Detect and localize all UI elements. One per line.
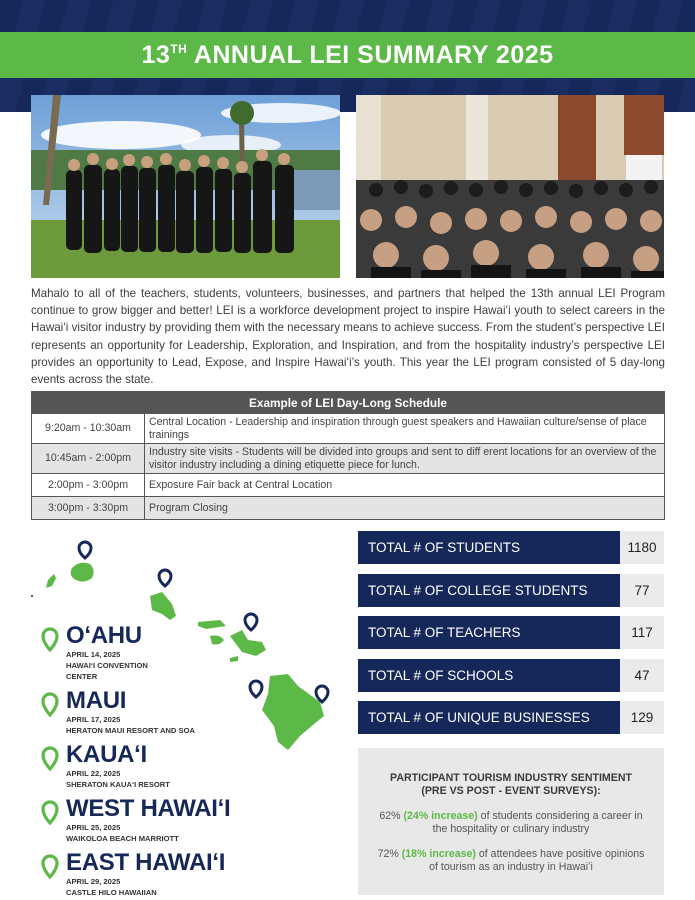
- stat-schools: [358, 659, 664, 692]
- location-venue: CASTLE HILO HAWAIIAN: [66, 888, 157, 897]
- schedule-title: Example of LEI Day-Long Schedule: [32, 392, 665, 414]
- schedule-row: [32, 444, 665, 474]
- maui-pin-icon: [245, 614, 257, 630]
- sentiment-increase: (24% increase): [403, 810, 478, 822]
- location-pin-icon: [40, 800, 60, 826]
- location-date: APRIL 17, 2025: [66, 715, 121, 724]
- stat-value: 77: [620, 574, 664, 607]
- location-date: APRIL 14, 2025: [66, 650, 121, 659]
- title-superscript: TH: [170, 41, 188, 56]
- group-photo: [31, 95, 340, 278]
- schedule-activity: Program Closing: [145, 497, 665, 520]
- stat-value: 47: [620, 659, 664, 692]
- location-name: KAUAʻI: [66, 741, 147, 768]
- sentiment-title-line1: PARTICIPANT TOURISM INDUSTRY SENTIMENT: [390, 772, 632, 784]
- schedule-time: 9:20am - 10:30am: [32, 414, 145, 444]
- niihau-island: [46, 574, 56, 588]
- audience-photo: [356, 95, 664, 278]
- title-banner: [0, 32, 695, 78]
- schedule-time: 2:00pm - 3:00pm: [32, 474, 145, 497]
- location-maui: [40, 688, 230, 736]
- sentiment-text: of students considering a career in the hospitality or culinary industry: [432, 810, 643, 835]
- schedule-row: [32, 497, 665, 520]
- stat-college-students: [358, 574, 664, 607]
- west-hawaii-pin-icon: [250, 681, 262, 697]
- location-pin-icon: [40, 627, 60, 653]
- kauai-pin-icon: [79, 542, 91, 558]
- page-title: [141, 41, 553, 70]
- sentiment-percent: 62%: [379, 810, 401, 822]
- location-date: APRIL 25, 2025: [66, 823, 121, 832]
- stat-label: TOTAL # OF COLLEGE STUDENTS: [358, 574, 620, 607]
- sentiment-title: [372, 772, 650, 798]
- stat-value: 1180: [620, 531, 664, 564]
- stat-label: TOTAL # OF UNIQUE BUSINESSES: [358, 701, 620, 734]
- intro-paragraph: Mahalo to all of the teachers, students, volunteers, businesses, and partners that helped the 13th annual LEI Program continue to grow bigger and better! LEI is a workforce development project to inspire Hawaiʻi youth to select careers in the Hawaiʻi visitor industry by providing them with the necessary means to achieve success. From the student’s perspective LEI represents an opportunity for Leadership, Exploration, and Inspiration, and from the hospitality industry’s perspective LEI provides an opportunity to Lead, Expose, and Inspire Hawaiʻi’s youth. This year the LEI program consisted of 5 day-long events across the state.: [31, 287, 665, 387]
- schedule-row: [32, 414, 665, 444]
- schedule-activity: Central Location - Leadership and inspiration through guest speakers and Hawaiian culture/sense of place trainings: [145, 414, 665, 444]
- oahu-pin-icon: [159, 570, 171, 586]
- sentiment-percent: 72%: [377, 848, 399, 860]
- oahu-island: [150, 592, 176, 620]
- stat-label: TOTAL # OF TEACHERS: [358, 616, 620, 649]
- stat-label: TOTAL # OF SCHOOLS: [358, 659, 620, 692]
- schedule-time: 3:00pm - 3:30pm: [32, 497, 145, 520]
- big-island: [262, 674, 324, 750]
- sentiment-item: [372, 810, 650, 836]
- sentiment-title-line2: (PRE VS POST - EVENT SURVEYS):: [421, 785, 601, 797]
- location-venue: WAIKOLOA BEACH MARRIOTT: [66, 834, 179, 843]
- location-venue: SHERATON KAUAʻI RESORT: [66, 780, 170, 789]
- event-locations: [40, 623, 230, 900]
- location-pin-icon: [40, 692, 60, 718]
- stats-panel: [358, 531, 664, 744]
- schedule-activity: Industry site visits - Students will be divided into groups and sent to diff erent locations for an overview of the visitor industry including a dining etiquette piece for lunch.: [145, 444, 665, 474]
- location-venue: HAWAIʻI CONVENTION CENTER: [66, 661, 148, 681]
- location-oahu: [40, 623, 230, 682]
- location-kauai: [40, 742, 230, 790]
- location-pin-icon: [40, 746, 60, 772]
- location-date: APRIL 22, 2025: [66, 769, 121, 778]
- schedule-table: [31, 391, 665, 520]
- schedule-row: [32, 474, 665, 497]
- east-hawaii-pin-icon: [316, 686, 328, 702]
- sentiment-text: of attendees have positive opinions of tourism as an industry in Hawaiʻi: [429, 848, 645, 873]
- location-date: APRIL 29, 2025: [66, 877, 121, 886]
- kauai-island: [71, 563, 94, 582]
- kahoolawe-island: [230, 656, 238, 662]
- maui-island: [230, 630, 266, 656]
- title-text: ANNUAL LEI SUMMARY 2025: [193, 40, 554, 69]
- schedule-time: 10:45am - 2:00pm: [32, 444, 145, 474]
- location-east-hawaii: [40, 850, 230, 898]
- location-name: EAST HAWAIʻI: [66, 849, 226, 876]
- location-name: MAUI: [66, 687, 127, 714]
- location-name: WEST HAWAIʻI: [66, 795, 231, 822]
- stat-label: TOTAL # OF STUDENTS: [358, 531, 620, 564]
- stat-teachers: [358, 616, 664, 649]
- sentiment-panel: [358, 748, 664, 895]
- schedule-activity: Exposure Fair back at Central Location: [145, 474, 665, 497]
- sentiment-item: [372, 848, 650, 874]
- location-name: OʻAHU: [66, 622, 142, 649]
- stat-students: [358, 531, 664, 564]
- stat-businesses: [358, 701, 664, 734]
- location-venue: HERATON MAUI RESORT AND SOA: [66, 726, 195, 735]
- location-pin-icon: [40, 854, 60, 880]
- stat-value: 129: [620, 701, 664, 734]
- sentiment-increase: (18% increase): [401, 848, 476, 860]
- location-west-hawaii: [40, 796, 230, 844]
- title-number: 13: [141, 40, 171, 69]
- stat-value: 117: [620, 616, 664, 649]
